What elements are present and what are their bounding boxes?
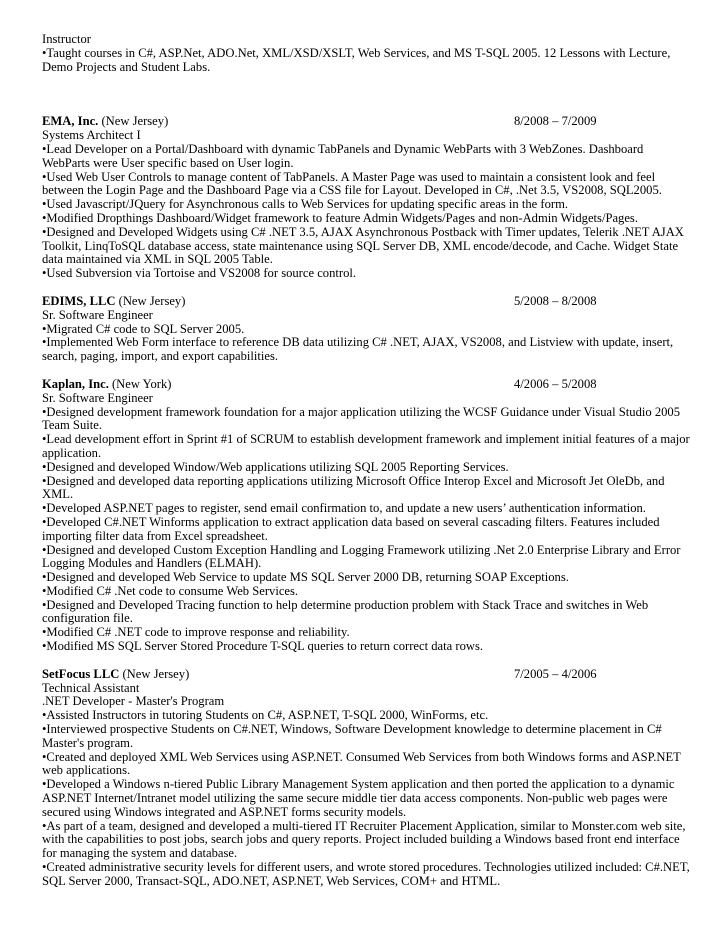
- job-title: Technical Assistant: [42, 680, 140, 695]
- bullet-item: • Modified C# .NET code to improve response and reliability.: [42, 626, 692, 640]
- job-title: Systems Architect I: [42, 128, 141, 143]
- bullet-item: • Implemented Web Form interface to reference DB data utilizing C# .NET, AJAX, VS2008, and Listview with update, insert, search, paging, import, and export capabilities.: [42, 336, 692, 364]
- bullet-item: • Assisted Instructors in tutoring Students on C#, ASP.NET, T-SQL 2000, WinForms, etc.: [42, 709, 692, 723]
- bullet-list: [42, 406, 692, 654]
- job-kaplan: [42, 378, 692, 654]
- bullet-item: • Modified C# .Net code to consume Web Services.: [42, 585, 692, 599]
- company-location: (New Jersey): [119, 666, 190, 681]
- job-program: .NET Developer - Master's Program: [42, 694, 225, 709]
- job-dates: 8/2008 – 7/2009: [514, 114, 597, 129]
- company-name: EDIMS, LLC: [42, 293, 116, 308]
- job-dates: 5/2008 – 8/2008: [514, 293, 597, 308]
- bullet-item: • Used Web User Controls to manage content of TabPanels. A Master Page was used to maintain a consistent look and feel between the Login Page and the Dashboard Page via a CSS file for Layout. Developed in C#, .Net 3.5, VS2008, SQL2005.: [42, 171, 692, 199]
- company-location: (New York): [108, 376, 172, 391]
- company-name: EMA, Inc.: [42, 114, 99, 129]
- bullet-item: • Migrated C# code to SQL Server 2005.: [42, 323, 692, 337]
- bullet-item: • Lead Developer on a Portal/Dashboard with dynamic TabPanels and Dynamic WebParts with 3 WebZones. Dashboard WebParts were User specific based on User login.: [42, 143, 692, 171]
- bullet-item: • Modified MS SQL Server Stored Procedure T-SQL queries to return correct data rows.: [42, 640, 692, 654]
- job-title: Sr. Software Engineer: [42, 390, 153, 405]
- bullet-item: • Designed and Developed Tracing function to help determine production problem with Stack Trace and switches in Web configuration file.: [42, 599, 692, 627]
- instructor-section: [42, 33, 692, 74]
- job-title: Sr. Software Engineer: [42, 307, 153, 322]
- job-setfocus: [42, 668, 692, 889]
- bullet-item: • Interviewed prospective Students on C#.NET, Windows, Software Development knowledge to determine placement in C# Master's program.: [42, 723, 692, 751]
- company-location: (New Jersey): [98, 114, 169, 129]
- company-name: SetFocus LLC: [42, 666, 120, 681]
- bullet-list: [42, 323, 692, 364]
- bullet-list: [42, 47, 692, 75]
- bullet-item: • Developed a Windows n-tiered Public Library Management System application and then ported the application to a dynamic ASP.NET Internet/Intranet model utilizing the same secure middle tier data access components. Non-public web pages were secured using Windows integrated and ASP.NET forms security models.: [42, 778, 692, 819]
- bullet-item: • Lead development effort in Sprint #1 of SCRUM to establish development framework and implement initial features of a major application.: [42, 433, 692, 461]
- job-header: [42, 295, 692, 309]
- bullet-item: • Developed C#.NET Winforms application to extract application data based on several cascading filters. Features included importing filter data from Excel spreadsheet.: [42, 516, 692, 544]
- bullet-item: • Designed development framework foundation for a major application utilizing the WCSF Guidance under Visual Studio 2005 Team Suite.: [42, 406, 692, 434]
- job-title: Instructor: [42, 32, 91, 46]
- bullet-item: • Designed and Developed Widgets using C# .NET 3.5, AJAX Asynchronous Postback with Timer updates, Telerik .NET AJAX Toolkit, LinqToSQL database access, state maintenance using SQL Server DB, XML encode/decode, and Cache. Widget State data maintained via XML in SQL 2005 Table.: [42, 226, 692, 267]
- job-header: [42, 115, 692, 129]
- job-header: [42, 668, 692, 682]
- bullet-item: • Designed and developed Web Service to update MS SQL Server 2000 DB, returning SOAP Exceptions.: [42, 571, 692, 585]
- bullet-item: • As part of a team, designed and developed a multi-tiered IT Recruiter Placement Application, similar to Monster.com web site, with the capabilities to post jobs, search jobs and query reports. Project included building a Windows based front end interface for managing the system and database.: [42, 820, 692, 861]
- bullet-item: • Used Javascript/JQuery for Asynchronous calls to Web Services for updating specific areas in the form.: [42, 198, 692, 212]
- job-ema: [42, 115, 692, 281]
- bullet-item: • Taught courses in C#, ASP.Net, ADO.Net, XML/XSD/XSLT, Web Services, and MS T-SQL 2005. 12 Lessons with Lecture, Demo Projects and Student Labs.: [42, 47, 692, 75]
- bullet-list: [42, 143, 692, 281]
- job-header: [42, 378, 692, 392]
- bullet-list: [42, 709, 692, 888]
- bullet-item: • Designed and developed data reporting applications utilizing Microsoft Office Interop Excel and Microsoft Jet OleDb, and XML.: [42, 475, 692, 503]
- bullet-item: • Used Subversion via Tortoise and VS2008 for source control.: [42, 267, 692, 281]
- bullet-item: • Designed and developed Custom Exception Handling and Logging Framework utilizing .Net 2.0 Enterprise Library and Error Logging Modules and Handlers (ELMAH).: [42, 544, 692, 572]
- bullet-item: • Modified Dropthings Dashboard/Widget framework to feature Admin Widgets/Pages and non-Admin Widgets/Pages.: [42, 212, 692, 226]
- bullet-item: • Developed ASP.NET pages to register, send email confirmation to, and update a new users’ authentication information.: [42, 502, 692, 516]
- company-location: (New Jersey): [115, 293, 186, 308]
- job-edims: [42, 295, 692, 364]
- company-name: Kaplan, Inc.: [42, 376, 109, 391]
- bullet-item: • Created and deployed XML Web Services using ASP.NET. Consumed Web Services from both Windows forms and ASP.NET web applications.: [42, 751, 692, 779]
- resume-page: [42, 33, 692, 889]
- job-dates: 4/2006 – 5/2008: [514, 376, 597, 391]
- job-dates: 7/2005 – 4/2006: [514, 666, 597, 681]
- bullet-item: • Created administrative security levels for different users, and wrote stored procedures. Technologies utilized included: C#.NET, SQL Server 2000, Transact-SQL, ADO.NET, ASP.NET, Web Services, COM+ and HTML.: [42, 861, 692, 889]
- bullet-item: • Designed and developed Window/Web applications utilizing SQL 2005 Reporting Services.: [42, 461, 692, 475]
